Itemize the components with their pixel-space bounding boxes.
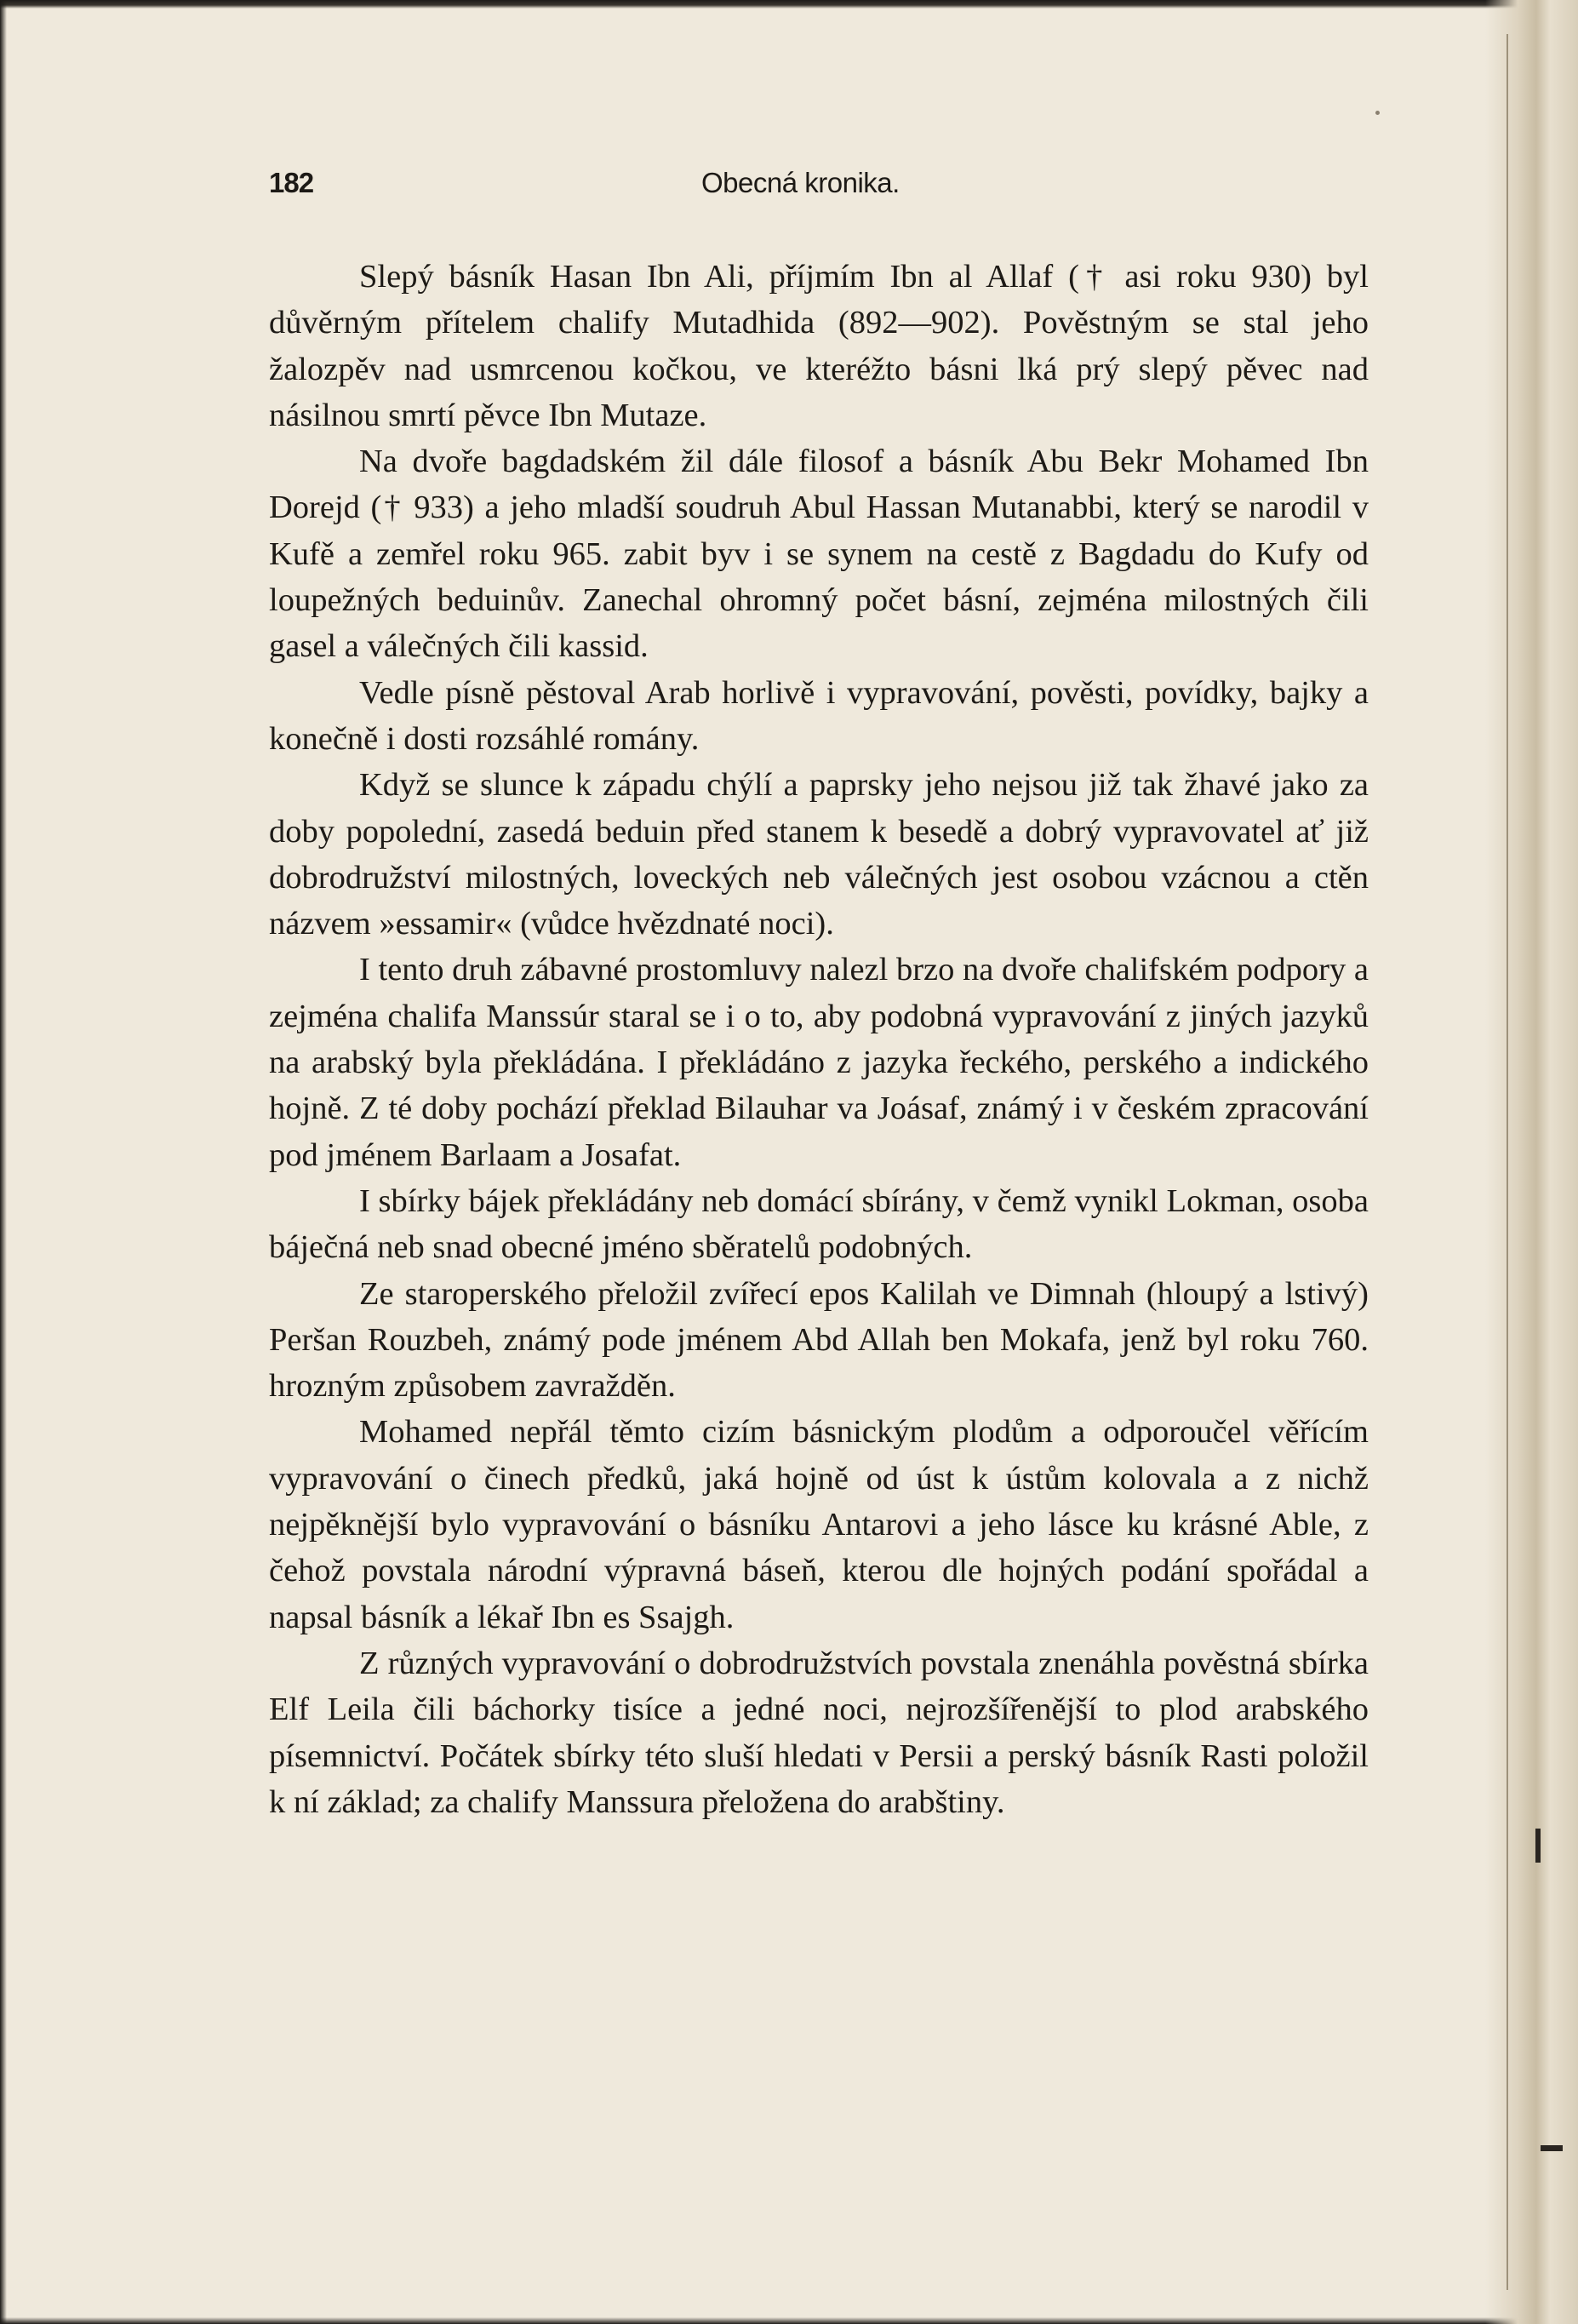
paragraph: Slepý básník Hasan Ibn Ali, příjmím Ibn al Allaf († asi roku 930) byl důvěrným přítelem chalify Mutadhida (892—902). Pověstným se stal jeho žalozpěv nad usmrcenou kočkou, ve kteréžto básni lká prý slepý pěvec nad násilnou smrtí pěvce Ibn Mutaze. xyxy=(269,259,1369,433)
ink-mark xyxy=(1541,2145,1563,2151)
ink-mark xyxy=(1535,1829,1541,1863)
paragraph: Na dvoře bagdadském žil dále filosof a básník Abu Bekr Mohamed Ibn Dorejd († 933) a jeho mladší soudruh Abul Hassan Mutanabbi, který se narodil v Kufě a zemřel roku 965. zabit byv i se synem na cestě z Bagdadu do Kufy od loupežných beduinův. Zanechal ohromný počet básní, zejména milostných čili gasel a válečných čili kassid. xyxy=(269,444,1369,665)
page-header xyxy=(269,167,1369,209)
running-title: Obecná kronika. xyxy=(701,167,900,198)
paragraph: Když se slunce k západu chýlí a paprsky jeho nejsou již tak žhavé jako za doby popolední, zasedá beduin před stanem k besedě a dobrý vypravovatel ať již dobrodružství milostných, loveckých neb válečných jest osobou vzácnou a ctěn názvem »essamir« (vůdce hvězdnaté noci). xyxy=(269,767,1369,942)
page-number: 182 xyxy=(269,167,314,198)
paragraph: Ze staroperského přeložil zvířecí epos Kalilah ve Dimnah (hloupý a lstivý) Peršan Rouzbeh, známý pode jménem Abd Allah ben Mokafa, jenž byl roku 760. hrozným způsobem zavražděn. xyxy=(269,1275,1369,1405)
paragraph: I sbírky bájek překládány neb domácí sbírány, v čemž vynikl Lokman, osoba báječná neb snad obecné jméno sběratelů podobných. xyxy=(269,1182,1369,1266)
paragraph: Mohamed nepřál těmto cizím básnickým plodům a odporoučel věřícím vypravování o činech předků, jaká hojně od úst k ústům kolovala a z nichž nejpěknější bylo vypravování o básníku Antarovi a jeho lásce ku krásné Able, z čehož povstala národní výpravná báseň, kterou dle hojných podání spořádal a napsal básník a lékař Ibn es Ssajgh. xyxy=(269,1414,1369,1635)
book-spine-gutter xyxy=(1485,0,1578,2324)
page-top-shadow xyxy=(0,0,1578,9)
page-bottom-shadow xyxy=(0,2317,1578,2324)
speck-mark xyxy=(1375,111,1380,115)
body-text xyxy=(269,254,1369,1825)
gutter-fold-line xyxy=(1507,34,1508,2290)
paragraph: Z různých vypravování o dobrodružstvích povstala znenáhla pověstná sbírka Elf Leila čili báchorky tisíce a jedné noci, nejrozšířenější to plod arabského písemnictví. Počátek sbírky této sluší hledati v Persii a perský básník Rasti položil k ní základ; za chalify Manssura přeložena do arabštiny. xyxy=(269,1645,1369,1820)
page-left-shadow xyxy=(0,0,7,2324)
paragraph: Vedle písně pěstoval Arab horlivě i vypravování, pověsti, povídky, bajky a konečně i dosti rozsáhlé romány. xyxy=(269,674,1369,757)
paragraph: I tento druh zábavné prostomluvy nalezl brzo na dvoře chalifském podpory a zejména chalifa Manssúr staral se i o to, aby podobná vypravování z jiných jazyků na arabský byla překládána. I překládáno z jazyka řeckého, perského a indického hojně. Z té doby pochází překlad Bilauhar va Joásaf, známý i v českém zpracování pod jménem Barlaam a Josafat. xyxy=(269,952,1369,1173)
